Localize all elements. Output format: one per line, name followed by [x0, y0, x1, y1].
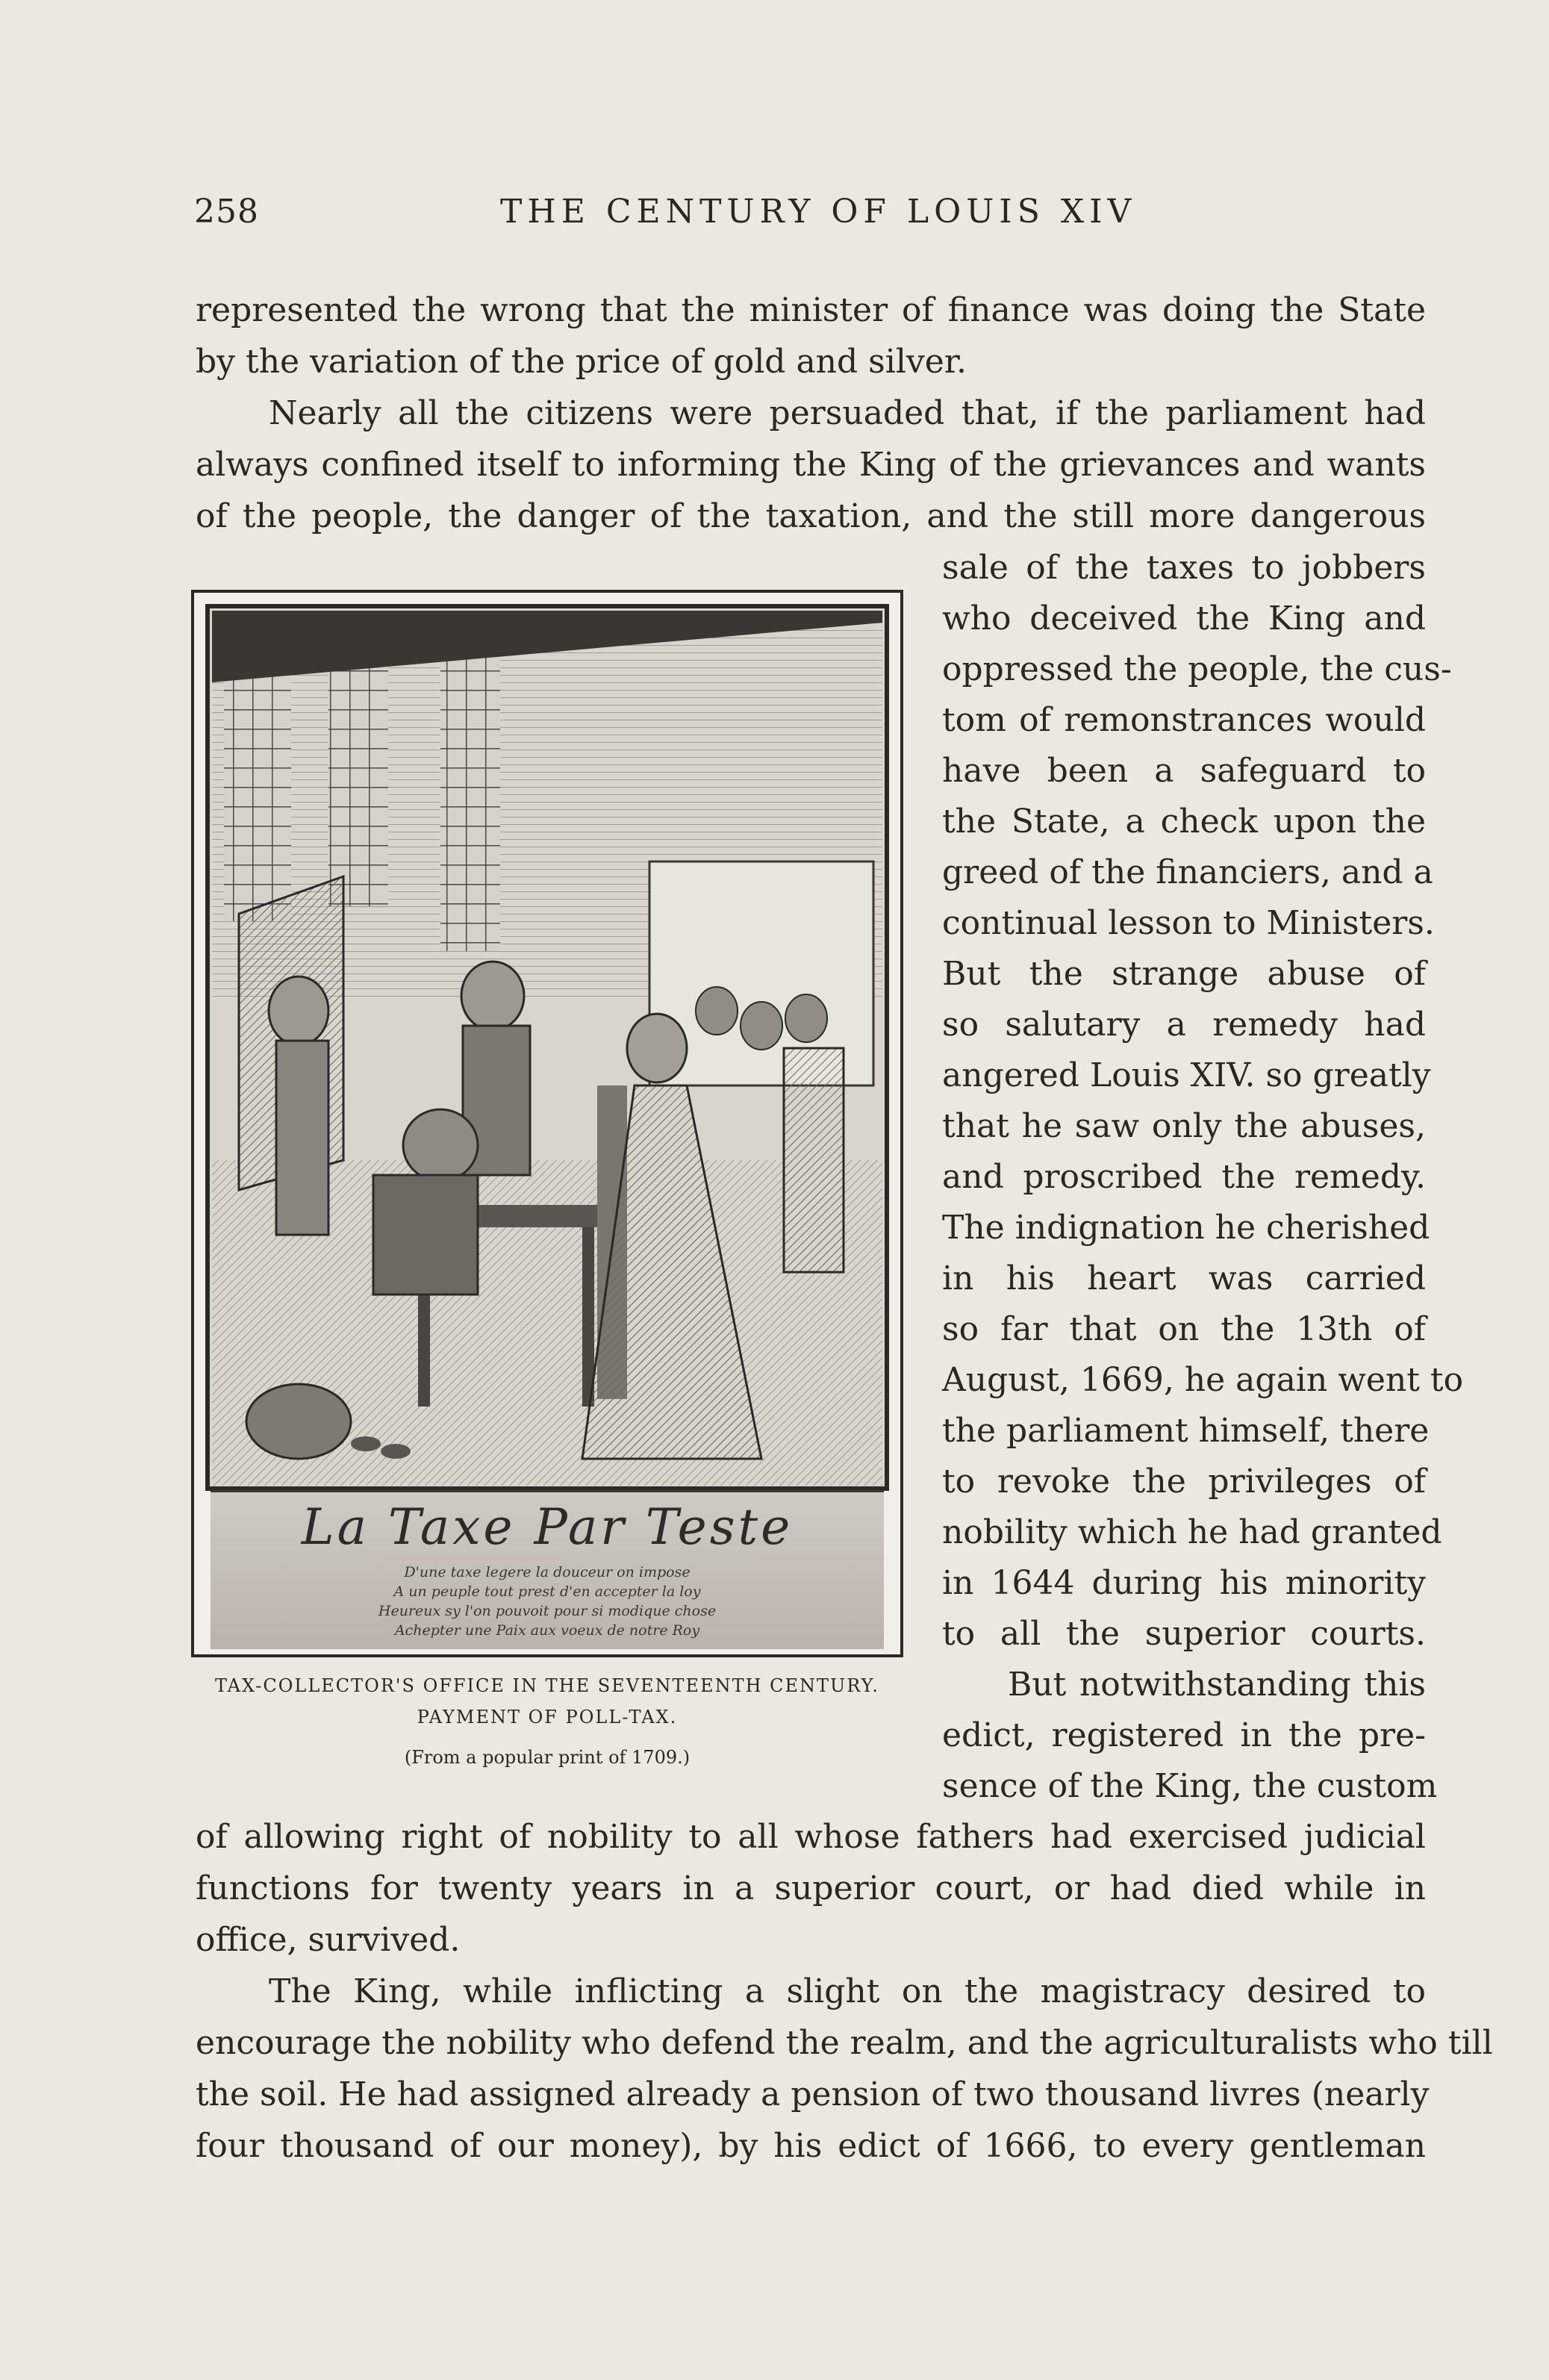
text-line: the State, a check upon the [942, 803, 1426, 841]
text-line: sale of the taxes to jobbers [942, 549, 1426, 587]
text-line: four thousand of our money), by his edict of 1666, to every gentleman [196, 2127, 1426, 2165]
text-line: functions for twenty years in a superior court, or had died while in [196, 1869, 1426, 1907]
text-line: always confined itself to informing the King of the grievances and wants [196, 446, 1426, 484]
figure-caption-line: TAX-COLLECTOR'S OFFICE IN THE SEVENTEENTH CENTURY. [214, 1675, 879, 1696]
text-line: Nearly all the citizens were persuaded that, if the parliament had [269, 394, 1426, 432]
text-line: angered Louis XIV. so greatly [942, 1056, 1431, 1094]
text-line: represented the wrong that the minister of finance was doing the State [196, 291, 1426, 329]
text-line: in 1644 during his minority [942, 1564, 1426, 1602]
text-line: office, survived. [196, 1921, 461, 1959]
text-line: encourage the nobility who defend the realm, and the agriculturalists who till [196, 2024, 1493, 2062]
text-line: But the strange abuse of [942, 955, 1426, 993]
engraving-banner [211, 1490, 884, 1649]
text-line: The King, while inflicting a slight on the magistracy desired to [269, 1972, 1426, 2010]
text-line: to all the superior courts. [942, 1615, 1426, 1653]
text-line: the soil. He had assigned already a pension of two thousand livres (nearly [196, 2075, 1430, 2113]
text-line: greed of the financiers, and a [942, 853, 1433, 891]
text-line: nobility which he had granted [942, 1513, 1442, 1551]
text-line: edict, registered in the pre- [942, 1716, 1426, 1754]
text-line: tom of remonstrances would [942, 701, 1426, 739]
text-line: that he saw only the abuses, [942, 1107, 1426, 1145]
text-line: of the people, the danger of the taxation, and the still more dangerous [196, 497, 1426, 535]
text-line: August, 1669, he again went to [942, 1361, 1464, 1399]
text-line: and proscribed the remedy. [942, 1158, 1426, 1196]
banner-verse-line: A un peuple tout prest d'en accepter la loy [393, 1583, 701, 1600]
page-number: 258 [194, 193, 259, 231]
text-line: by the variation of the price of gold and silver. [196, 343, 967, 381]
text-line: so salutary a remedy had [942, 1006, 1426, 1044]
text-line: The indignation he cherished [942, 1209, 1430, 1247]
text-line: of allowing right of nobility to all whose fathers had exercised judicial [196, 1818, 1426, 1856]
text-line: sence of the King, the custom [942, 1767, 1438, 1805]
text-line: have been a safeguard to [942, 752, 1426, 790]
running-head-title: THE CENTURY OF LOUIS XIV [500, 193, 1137, 231]
text-line: oppressed the people, the cus- [942, 650, 1452, 688]
banner-verse-line: D'une taxe legere la douceur on impose [404, 1564, 691, 1580]
text-line: continual lesson to Ministers. [942, 904, 1435, 942]
figure-caption-line: PAYMENT OF POLL-TAX. [417, 1707, 678, 1728]
text-line: the parliament himself, there [942, 1412, 1430, 1450]
banner-verse-line: Achepter une Paix aux voeux de notre Roy [394, 1622, 700, 1639]
banner-title: La Taxe Par Teste [301, 1498, 794, 1556]
text-line: who deceived the King and [942, 599, 1426, 638]
figure-source-note: (From a popular print of 1709.) [404, 1747, 691, 1768]
engraving-figure [191, 590, 903, 1657]
text-line: to revoke the privileges of [942, 1462, 1426, 1501]
text-line: in his heart was carried [942, 1259, 1426, 1298]
banner-verse-line: Heureux sy l'on pouvoit pour si modique chose [378, 1603, 717, 1619]
running-head [194, 193, 1433, 237]
text-line: so far that on the 13th of [942, 1310, 1426, 1348]
text-line: But notwithstanding this [1008, 1666, 1426, 1704]
